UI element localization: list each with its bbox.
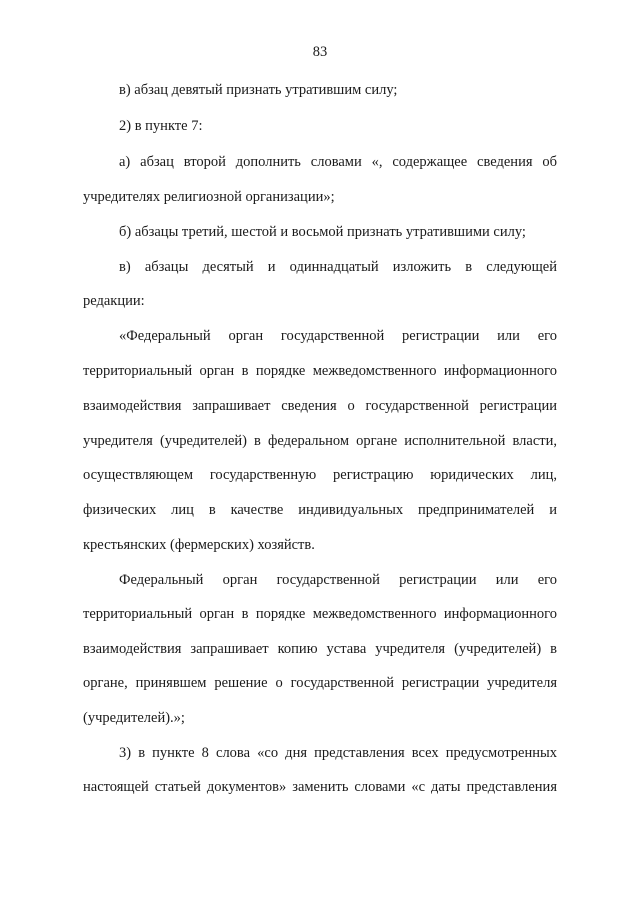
text-line: 2) в пункте 7: [119,118,203,134]
text-line: Федеральный орган государственной регистрации или его [119,572,557,588]
text-line: в) абзацы десятый и одиннадцатый изложить в следующей [119,259,557,275]
text-line: 3) в пункте 8 слова «со дня представления всех предусмотренных [119,745,557,761]
text-line: территориальный орган в порядке межведомственного информационного [83,606,557,622]
text-line: осуществляющем государственную регистрацию юридических лиц, [83,467,557,483]
text-line: «Федеральный орган государственной регистрации или его [119,328,557,344]
text-line: органе, принявшем решение о государственной регистрации учредителя [83,675,557,691]
text-line: в) абзац девятый признать утратившим силу; [119,82,398,98]
text-line: (учредителей).»; [83,710,185,726]
text-line: настоящей статьей документов» заменить словами «с даты представления [83,779,557,795]
text-line: учредителях религиозной организации»; [83,189,335,205]
text-line: б) абзацы третий, шестой и восьмой признать утратившими силу; [119,224,526,240]
text-line: взаимодействия запрашивает сведения о государственной регистрации [83,398,557,414]
text-line: взаимодействия запрашивает копию устава учредителя (учредителей) в [83,641,557,657]
text-line: редакции: [83,293,145,309]
page-number: 83 [312,44,328,60]
text-line: физических лиц в качестве индивидуальных предпринимателей и [83,502,557,518]
text-line: территориальный орган в порядке межведомственного информационного [83,363,557,379]
text-line: а) абзац второй дополнить словами «, содержащее сведения об [119,154,557,170]
text-line: учредителя (учредителей) в федеральном органе исполнительной власти, [83,433,557,449]
text-line: крестьянских (фермерских) хозяйств. [83,537,315,553]
